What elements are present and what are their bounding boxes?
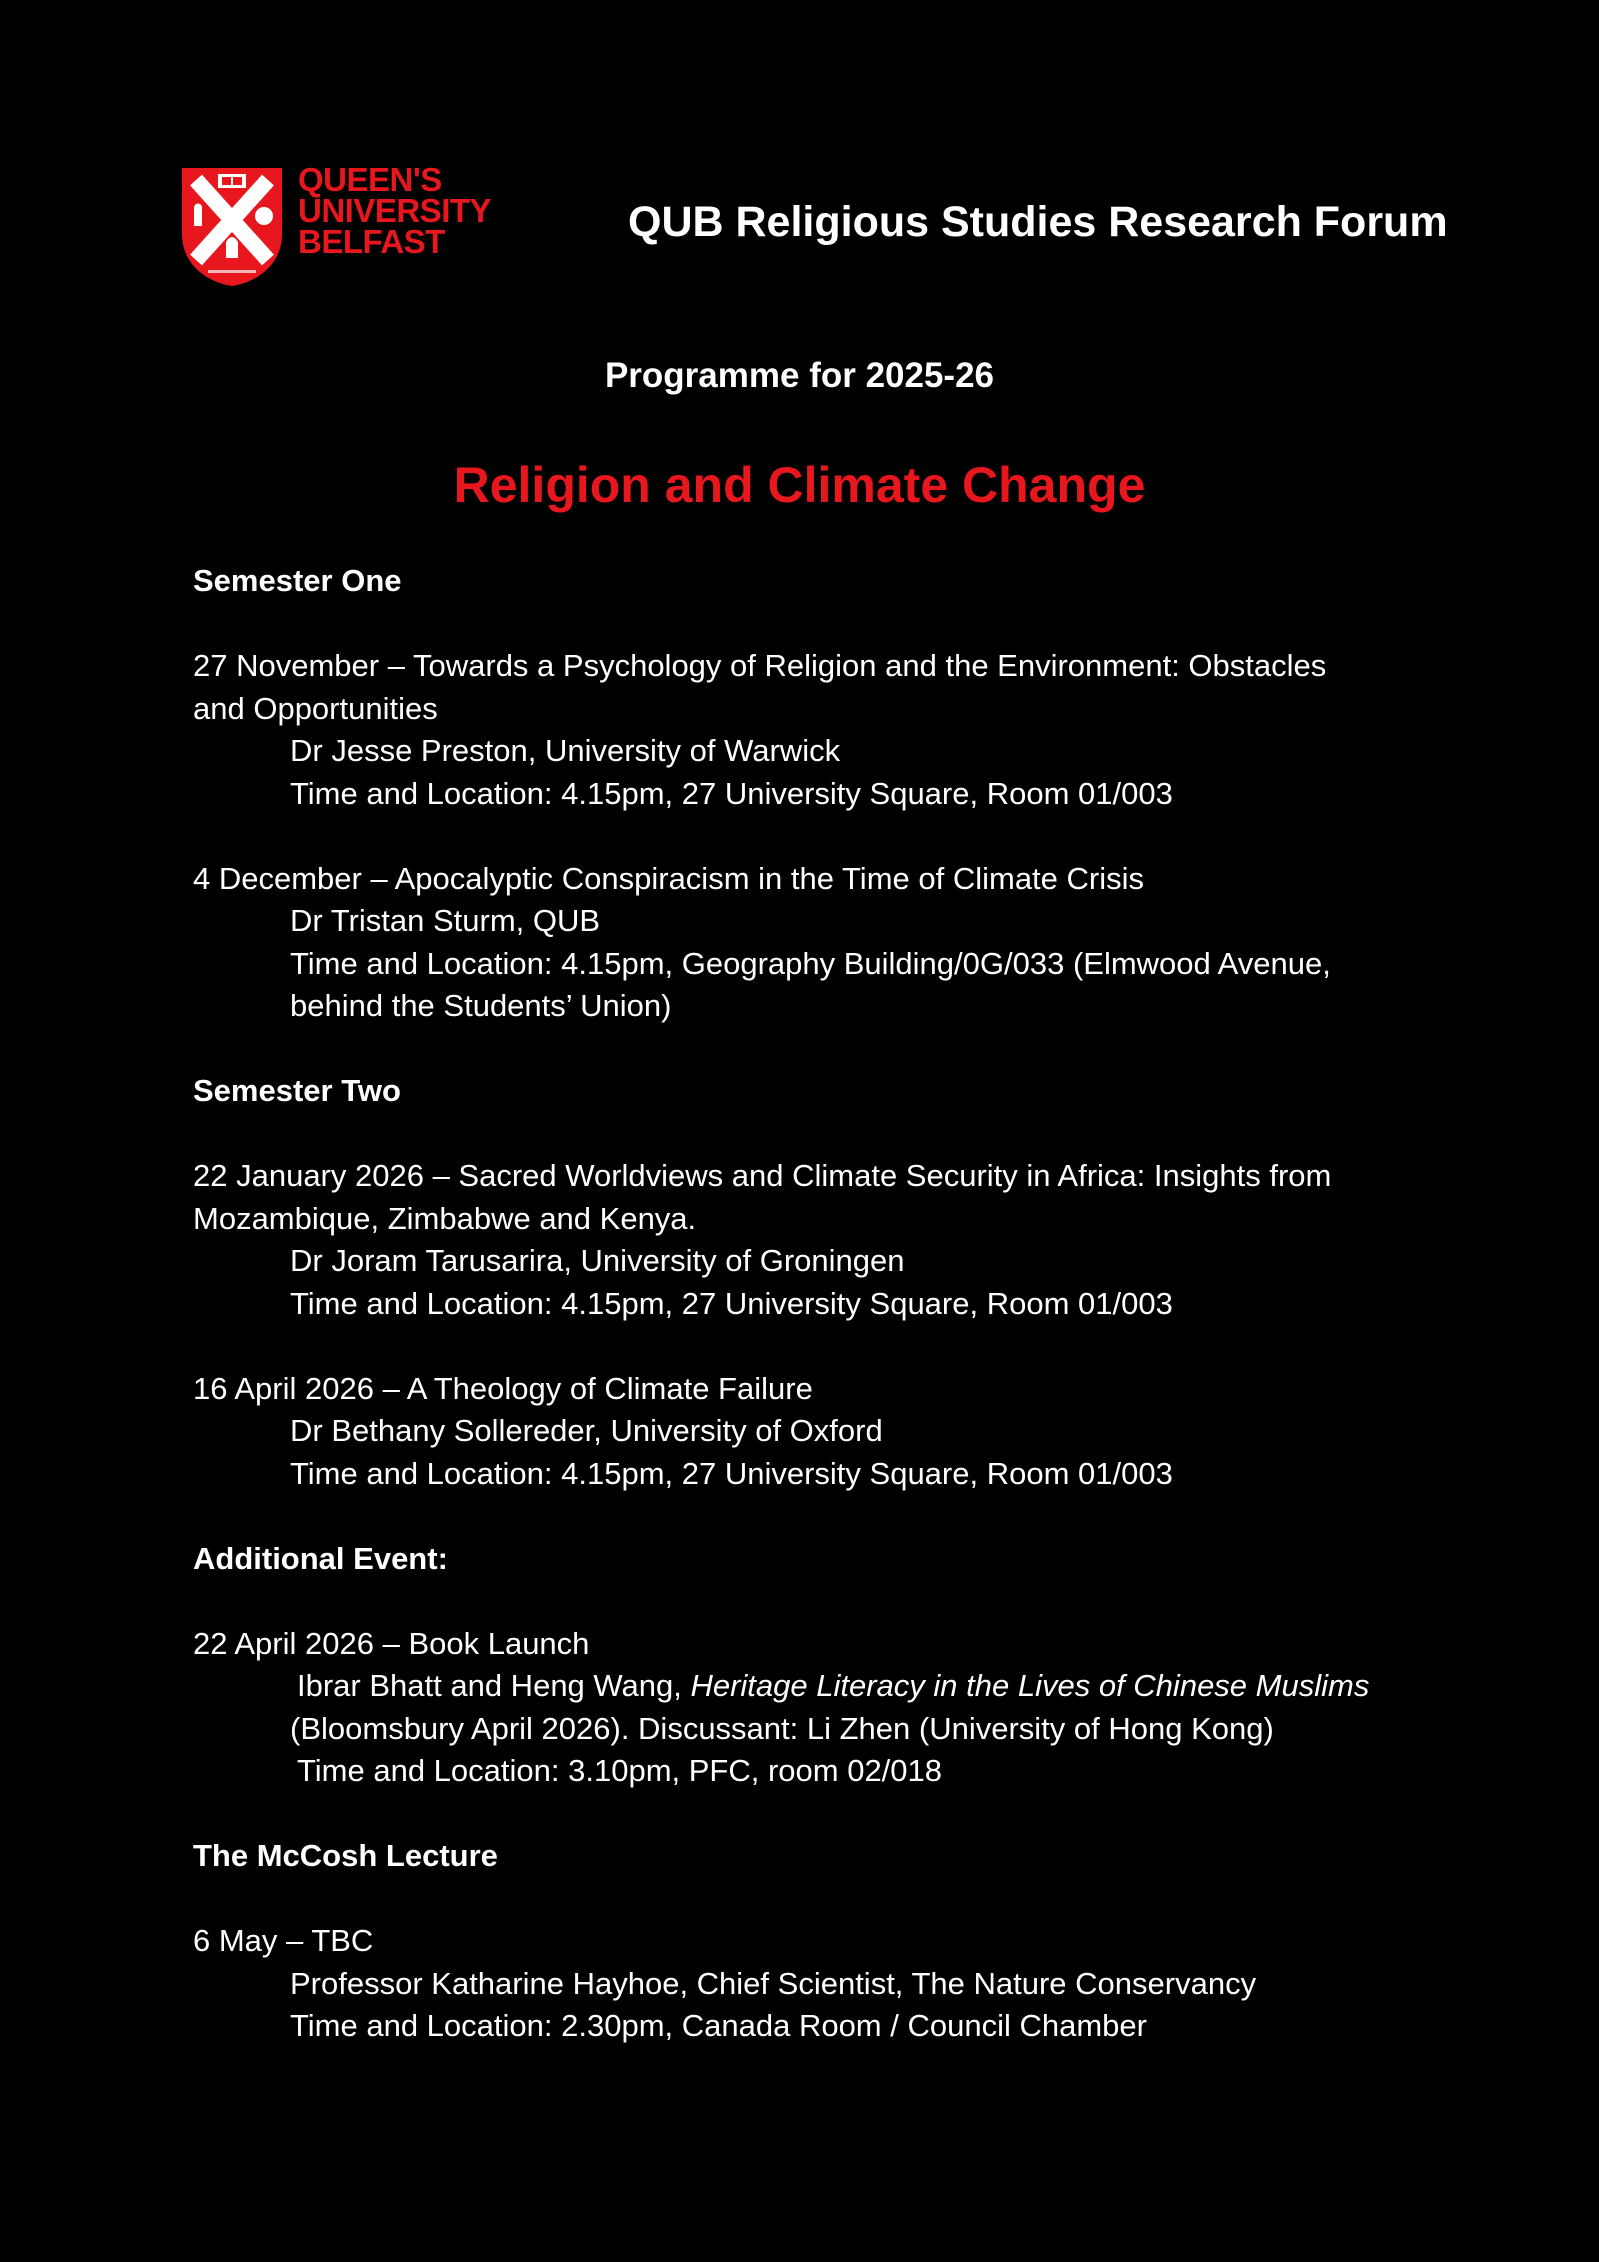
book-title: Heritage Literacy in the Lives of Chinese Muslims: [690, 1668, 1370, 1703]
programme-content: [193, 560, 1433, 2048]
event-title-cont: Mozambique, Zimbabwe and Kenya.: [193, 1200, 697, 1236]
section-heading-additional-event: Additional Event:: [193, 1540, 448, 1576]
event-time-location-cont: behind the Students’ Union): [290, 988, 672, 1023]
event-time-location: Time and Location: 4.15pm, Geography Building/0G/033 (Elmwood Avenue,: [290, 945, 1331, 981]
event-title: 4 December – Apocalyptic Conspiracism in the Time of Climate Crisis: [193, 860, 1145, 896]
book-publisher: (Bloomsbury April 2026). Discussant: Li Zhen (University of Hong Kong): [290, 1710, 1274, 1746]
event-title: 22 January 2026 – Sacred Worldviews and Climate Security in Africa: Insights from: [193, 1158, 1332, 1193]
section-heading-semester-two: Semester Two: [193, 1073, 401, 1108]
forum-title: QUB Religious Studies Research Forum: [628, 198, 1448, 246]
event-speaker: Dr Joram Tarusarira, University of Groningen: [290, 1243, 905, 1278]
qub-logo: [178, 161, 518, 288]
event-speaker: Dr Bethany Sollereder, University of Oxford: [290, 1413, 883, 1448]
event-speaker: Professor Katharine Hayhoe, Chief Scientist, The Nature Conservancy: [290, 1965, 1257, 2001]
event-title: 6 May – TBC: [193, 1923, 374, 1958]
event-time-location: Time and Location: 4.15pm, 27 University Square, Room 01/003: [290, 1285, 1173, 1321]
programme-year: [0, 356, 1599, 396]
section-heading-mccosh-lecture: The McCosh Lecture: [193, 1838, 498, 1873]
event-title: 22 April 2026 – Book Launch: [193, 1625, 590, 1661]
programme-theme: Religion and Climate Change: [453, 457, 1146, 513]
book-authors-line: [193, 1665, 1433, 1708]
book-authors: Ibrar Bhatt and Heng Wang,: [297, 1668, 691, 1703]
event-speaker: Dr Tristan Sturm, QUB: [290, 903, 601, 938]
logo-line-3: BELFAST: [298, 223, 445, 260]
logo-line-1: QUEEN'S: [298, 161, 442, 198]
qub-crest-icon: [178, 164, 286, 288]
event-title: 16 April 2026 – A Theology of Climate Failure: [193, 1370, 813, 1406]
event-time-location: Time and Location: 4.15pm, 27 University Square, Room 01/003: [290, 775, 1173, 811]
logo-line-2: UNIVERSITY: [298, 192, 492, 229]
logo-wordmark: [298, 161, 492, 260]
event-speaker: Dr Jesse Preston, University of Warwick: [290, 733, 841, 768]
programme-year-text: Programme for 2025-26: [604, 356, 995, 395]
event-title-cont: and Opportunities: [193, 690, 438, 726]
event-time-location: Time and Location: 4.15pm, 27 University Square, Room 01/003: [290, 1455, 1173, 1491]
event-time-location: Time and Location: 3.10pm, PFC, room 02/018: [297, 1753, 943, 1788]
section-heading-semester-one: Semester One: [193, 563, 402, 598]
event-time-location: Time and Location: 2.30pm, Canada Room / Council Chamber: [290, 2008, 1147, 2043]
event-title: 27 November – Towards a Psychology of Religion and the Environment: Obstacles: [193, 648, 1327, 683]
